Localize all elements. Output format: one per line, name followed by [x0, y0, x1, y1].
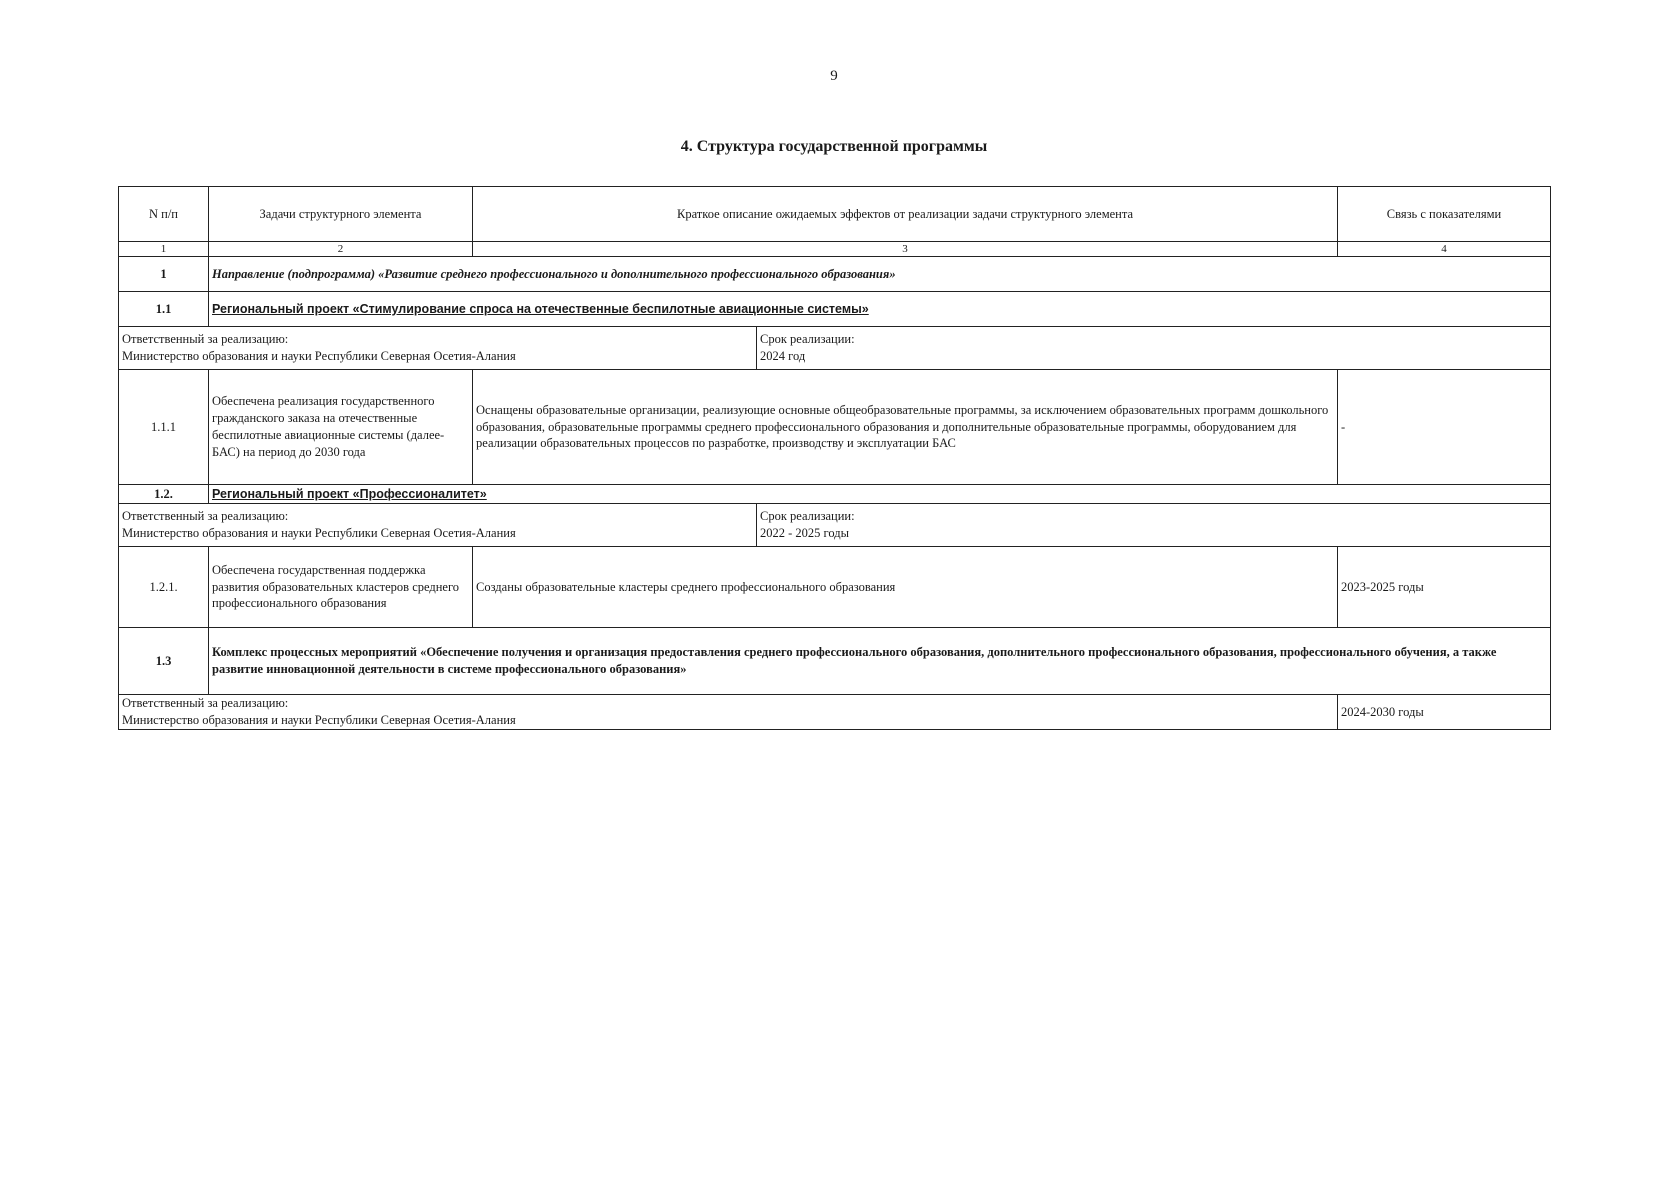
responsible-value: Министерство образования и науки Республики Северная Осетия-Алания — [122, 349, 516, 363]
task-effect: Оснащены образовательные организации, реализующие основные общеобразовательные программы, за исключением образовательных программ дошкольного образования, образовательные программы среднего профессионального образования и дополнительные образовательные программы, оборудованием для реализации образовательных процессов по разработке, производству и эксплуатации БАС — [473, 370, 1338, 485]
responsible-value: Министерство образования и науки Республики Северная Осетия-Алания — [122, 526, 516, 540]
responsible-cell — [119, 504, 757, 547]
responsible-cell — [119, 695, 1338, 730]
responsible-label: Ответственный за реализацию: — [122, 696, 289, 711]
term-label: Срок реализации: — [760, 509, 855, 524]
column-numbers-row — [119, 242, 1551, 257]
header-link: Связь с показателями — [1338, 187, 1551, 242]
program-structure-table — [118, 186, 1551, 730]
direction-num: 1 — [119, 257, 209, 292]
header-tasks: Задачи структурного элемента — [209, 187, 473, 242]
column-number: 2 — [209, 242, 473, 257]
term-cell — [757, 504, 1551, 547]
table-header-row — [119, 187, 1551, 242]
direction-title: Направление (подпрограмма) «Развитие среднего профессионального и дополнительного профессионального образования» — [209, 257, 1551, 292]
responsible-row — [119, 327, 1551, 370]
project-title-cell — [209, 292, 1551, 327]
responsible-row — [119, 695, 1551, 730]
project-title: Региональный проект «Стимулирование спроса на отечественные беспилотные авиационные системы» — [212, 301, 869, 316]
task-num: 1.2.1. — [119, 547, 209, 628]
task-name: Обеспечена государственная поддержка развития образовательных кластеров среднего профессионального образования — [209, 547, 473, 628]
term-value: 2022 - 2025 годы — [760, 526, 850, 540]
task-link: 2023-2025 годы — [1338, 547, 1551, 628]
responsible-label: Ответственный за реализацию: — [122, 509, 289, 524]
task-effect: Созданы образовательные кластеры среднего профессионального образования — [473, 547, 1338, 628]
column-number: 4 — [1338, 242, 1551, 257]
responsible-row — [119, 504, 1551, 547]
process-title: Комплекс процессных мероприятий «Обеспечение получения и организация предоставления среднего профессионального образования, дополнительного профессионального образования, профессионального обучения, а также развитие инновационной деятельности в системе профессионального образования» — [209, 628, 1551, 695]
task-row — [119, 370, 1551, 485]
process-row — [119, 628, 1551, 695]
project-num: 1.1 — [119, 292, 209, 327]
responsible-cell — [119, 327, 757, 370]
section-title: 4. Структура государственной программы — [680, 138, 988, 155]
project-title: Региональный проект «Профессионалитет» — [212, 486, 487, 501]
direction-row — [119, 257, 1551, 292]
responsible-label: Ответственный за реализацию: — [122, 332, 289, 347]
header-num: N п/п — [119, 187, 209, 242]
term-value: 2024 год — [760, 349, 806, 363]
term-label: Срок реализации: — [760, 332, 855, 347]
project-row — [119, 292, 1551, 327]
column-number: 1 — [119, 242, 209, 257]
term-value: 2024-2030 годы — [1338, 695, 1551, 730]
page-number: 9 — [830, 68, 838, 84]
column-number: 3 — [473, 242, 1338, 257]
project-row — [119, 485, 1551, 504]
project-num: 1.2. — [119, 485, 209, 504]
project-title-cell — [209, 485, 1551, 504]
responsible-value: Министерство образования и науки Республики Северная Осетия-Алания — [122, 713, 516, 727]
task-num: 1.1.1 — [119, 370, 209, 485]
task-name: Обеспечена реализация государственного гражданского заказа на отечественные беспилотные авиационные системы (далее-БАС) на период до 2030 года — [209, 370, 473, 485]
task-row — [119, 547, 1551, 628]
task-link: - — [1338, 370, 1551, 485]
term-cell — [757, 327, 1551, 370]
process-num: 1.3 — [119, 628, 209, 695]
header-effects: Краткое описание ожидаемых эффектов от реализации задачи структурного элемента — [473, 187, 1338, 242]
